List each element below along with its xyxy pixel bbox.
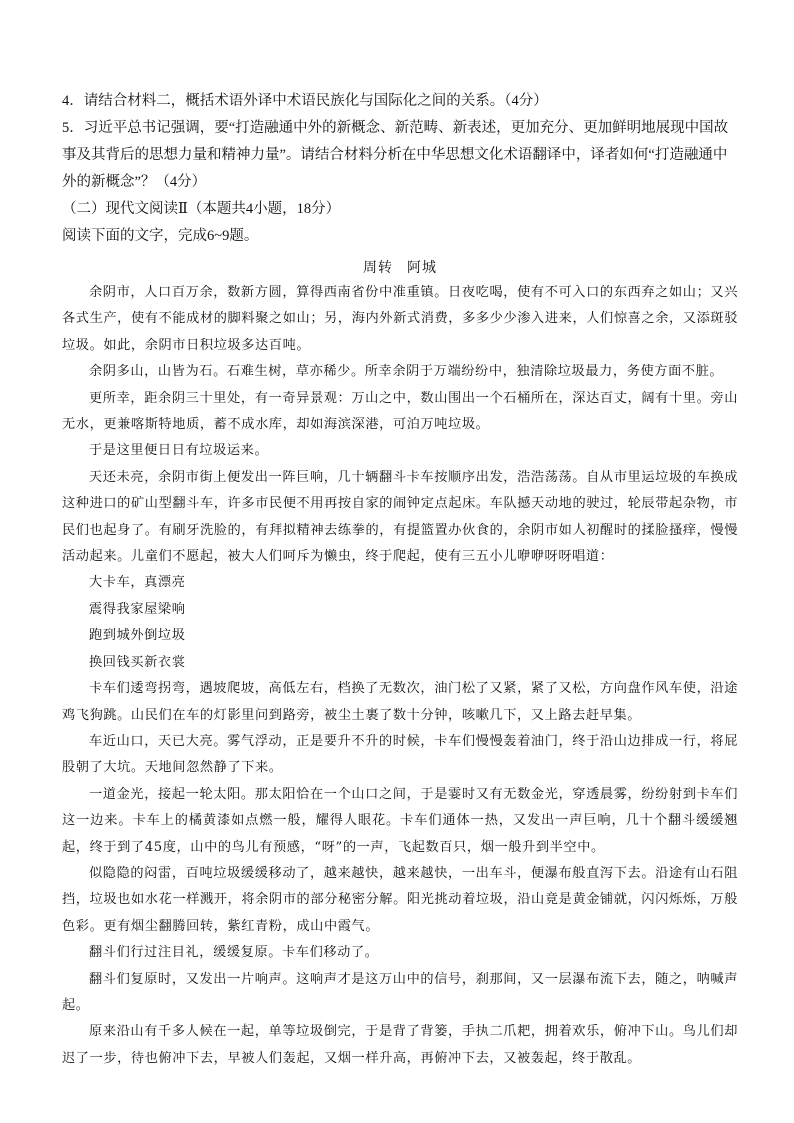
paragraph-4: 于是这里便日日有垃圾运来。 (89, 443, 269, 459)
question-4: 4．请结合材料二，概括术语外译中术语民族化与国际化之间的关系。（4分） (62, 93, 548, 109)
paragraph-10: 翻斗们行过注目礼，缓缓复原。卡车们移动了。 (89, 945, 379, 961)
article-heading (62, 256, 738, 280)
paragraph-11: 翻斗们复原时，又发出一片响声。这响声才是这万山中的信号，刹那间，又一层瀑布流下去，随之，呐喊声起。 (62, 971, 738, 1013)
paragraph-3: 更所幸，距余阴三十里处，有一奇异景观：万山之中，数山围出一个石桶所在，深达百丈，阔有十里。旁山无水，更兼喀斯特地质，蓄不成水库，却如海滨深港，可泊万吨垃圾。 (62, 390, 738, 433)
section-heading: （二）现代文阅读Ⅱ（本题共4小题，18分） (62, 201, 341, 217)
reading-instruction: 阅读下面的文字，完成6~9题。 (62, 228, 259, 244)
paragraph-5: 天还未亮，余阴市街上便发出一阵巨响，几十辆翻斗卡车按顺序出发，浩浩荡荡。自从市里运垃圾的车换成这种进口的矿山型翻斗车，许多市民便不用再按自家的闹钟定点起床。车队撼天动地的驶过，轮辰带起杂物，市民们也起身了。有刷牙洗脸的，有拜拟精神去练拳的，有提篮置办伙食的，余阴市如人初醒时的揉脸搔痒，慢慢活动起来。儿童们不愿起，被大人们呵斥为懒虫，终于爬起，使有三五小儿咿咿呀呀唱道： (62, 469, 738, 565)
verse-line-3: 跑到城外倒垃圾 (89, 628, 186, 644)
verse-line-2: 震得我家屋梁响 (89, 601, 186, 617)
paragraph-2: 余阴多山，山皆为石。石难生树，草亦稀少。所幸余阴于万端纷纷中，独清除垃圾最力，务使方面不脏。 (89, 364, 724, 380)
question-5: 5．习近平总书记强调，要“打造融通中外的新概念、新范畴、新表述，更加充分、更加鲜明地展现中国故事及其背后的思想力量和精神力量”。请结合材料分析在中华思想文化术语翻译中，译者如何“打造融通中外的新概念”？（4分） (62, 120, 729, 190)
paragraph-12: 原来沿山有千多人候在一起，单等垃圾倒完，于是背了背篓，手执二爪耙，拥着欢乐，俯冲下山。鸟儿们却迟了一步，待也俯冲下去，早被人们轰起，又烟一样升高，再俯冲下去，又被轰起，终于散乱。 (62, 1024, 738, 1066)
article-title: 周转 (363, 260, 393, 276)
paragraph-6: 卡车们逶弯拐弯，遇坡爬坡，高低左右，档换了无数次，油门松了又紧，紧了又松，方向盘作风车使，沿途鸡飞狗跳。山民们在车的灯影里问到路旁，被尘土裹了数十分钟，咳嗽几下，又上路去赶早集。 (62, 681, 738, 723)
exam-page (62, 88, 738, 1072)
paragraph-8: 一道金光，接起一轮太阳。那太阳恰在一个山口之间，于是霎时又有无数金光，穿透晨雾，纷纷射到卡车们这一边来。卡车上的橘黄漆如点燃一般，耀得人眼花。卡车们通体一热，又发出一声巨响，几十个翻斗缓缓翘起，终于到了45度，山中的鸟儿有预感，“呀”的一声，飞起数百只，烟一般升到半空中。 (62, 786, 738, 855)
verse-line-1: 大卡车，真漂亮 (89, 575, 186, 591)
paragraph-7: 车近山口，天已大亮。雾气浮动，正是要升不升的时候，卡车们慢慢轰着油门，终于沿山边排成一行，将屁股朝了大坑。天地间忽然静了下来。 (62, 733, 738, 776)
verse-line-4: 换回钱买新衣裳 (89, 654, 186, 670)
paragraph-1: 余阴市，人口百万余，数新方圆，算得西南省份中准重镇。日夜吃喝，使有不可入口的东西弃之如山；又兴各式生产，使有不能成材的脚料聚之如山；另，海内外新式消费，多多少少渗入进来，人们惊喜之余，又添斑驳垃圾。如此，余阴市日积垃圾多达百吨。 (62, 285, 738, 353)
paragraph-9: 似隐隐的闷雷，百吨垃圾缓缓移动了，越来越快，越来越快，一出车斗，便瀑布般直泻下去。沿途有山石阻挡，垃圾也如水花一样溅开，将余阴市的部分秘密分解。阳光挑动着垃圾，沿山竟是黄金铺就，闪闪烁烁，万般色彩。更有烟尘翻腾回转，紫红青粉，成山中霞气。 (62, 865, 738, 934)
article-author: 阿城 (407, 260, 437, 276)
